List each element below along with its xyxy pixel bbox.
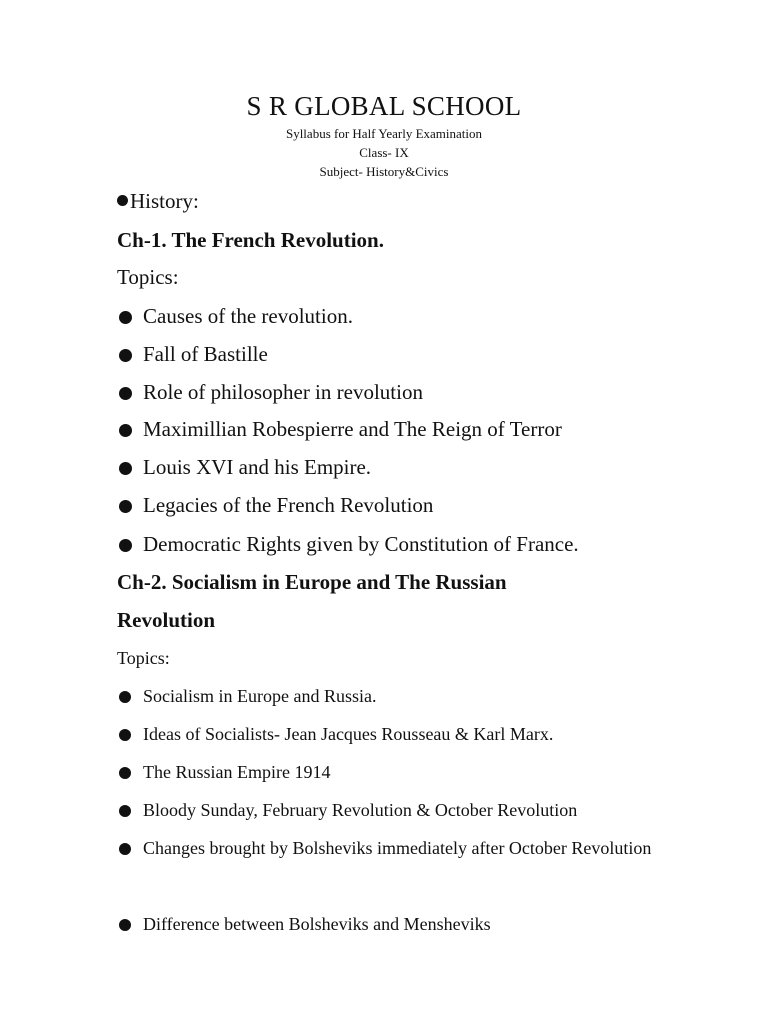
school-title: S R GLOBAL SCHOOL [246, 91, 522, 121]
bullet-icon [119, 349, 132, 362]
topic-text: Maximillian Robespierre and The Reign of Terror [143, 417, 562, 441]
bullet-icon [119, 311, 132, 324]
section-label: History: [130, 189, 199, 213]
topic-text: The Russian Empire 1914 [143, 762, 331, 782]
bullet-icon [119, 424, 132, 437]
chapter-2-topics-label: Topics: [117, 648, 170, 668]
bullet-icon [117, 195, 128, 206]
bullet-icon [119, 691, 131, 703]
topic-text: Democratic Rights given by Constitution of France. [143, 532, 579, 556]
topic-text: Causes of the revolution. [143, 304, 353, 328]
bullet-icon [119, 805, 131, 817]
bullet-icon [119, 539, 132, 552]
chapter-2-title: Ch-2. Socialism in Europe and The Russian [117, 570, 507, 594]
chapter-1-topics-label: Topics: [117, 265, 179, 289]
topic-text: Bloody Sunday, February Revolution & October Revolution [143, 800, 578, 820]
topic-text: Changes brought by Bolsheviks immediately after October Revolution [143, 838, 652, 858]
topic-text: Role of philosopher in revolution [143, 380, 423, 404]
exam-title: Syllabus for Half Yearly Examination [285, 126, 483, 141]
bullet-icon [119, 729, 131, 741]
bullet-icon [119, 843, 131, 855]
topic-text: Ideas of Socialists- Jean Jacques Rousseau & Karl Marx. [143, 724, 554, 744]
bullet-icon [119, 767, 131, 779]
topic-text: Legacies of the French Revolution [143, 493, 434, 517]
chapter-1-title: Ch-1. The French Revolution. [117, 228, 384, 252]
class-line: Class- IX [359, 145, 409, 160]
section-heading-history [117, 188, 199, 214]
topic-text: Louis XVI and his Empire. [143, 455, 372, 479]
bullet-icon [119, 462, 132, 475]
topic-text: Socialism in Europe and Russia. [143, 686, 377, 706]
topic-text: Difference between Bolsheviks and Mensheviks [143, 914, 491, 934]
topic-text: Fall of Bastille [143, 342, 268, 366]
chapter-2-title-continued: Revolution [117, 608, 216, 632]
bullet-icon [119, 387, 132, 400]
subject-line: Subject- History&Civics [319, 164, 449, 179]
bullet-icon [119, 919, 131, 931]
bullet-icon [119, 500, 132, 513]
